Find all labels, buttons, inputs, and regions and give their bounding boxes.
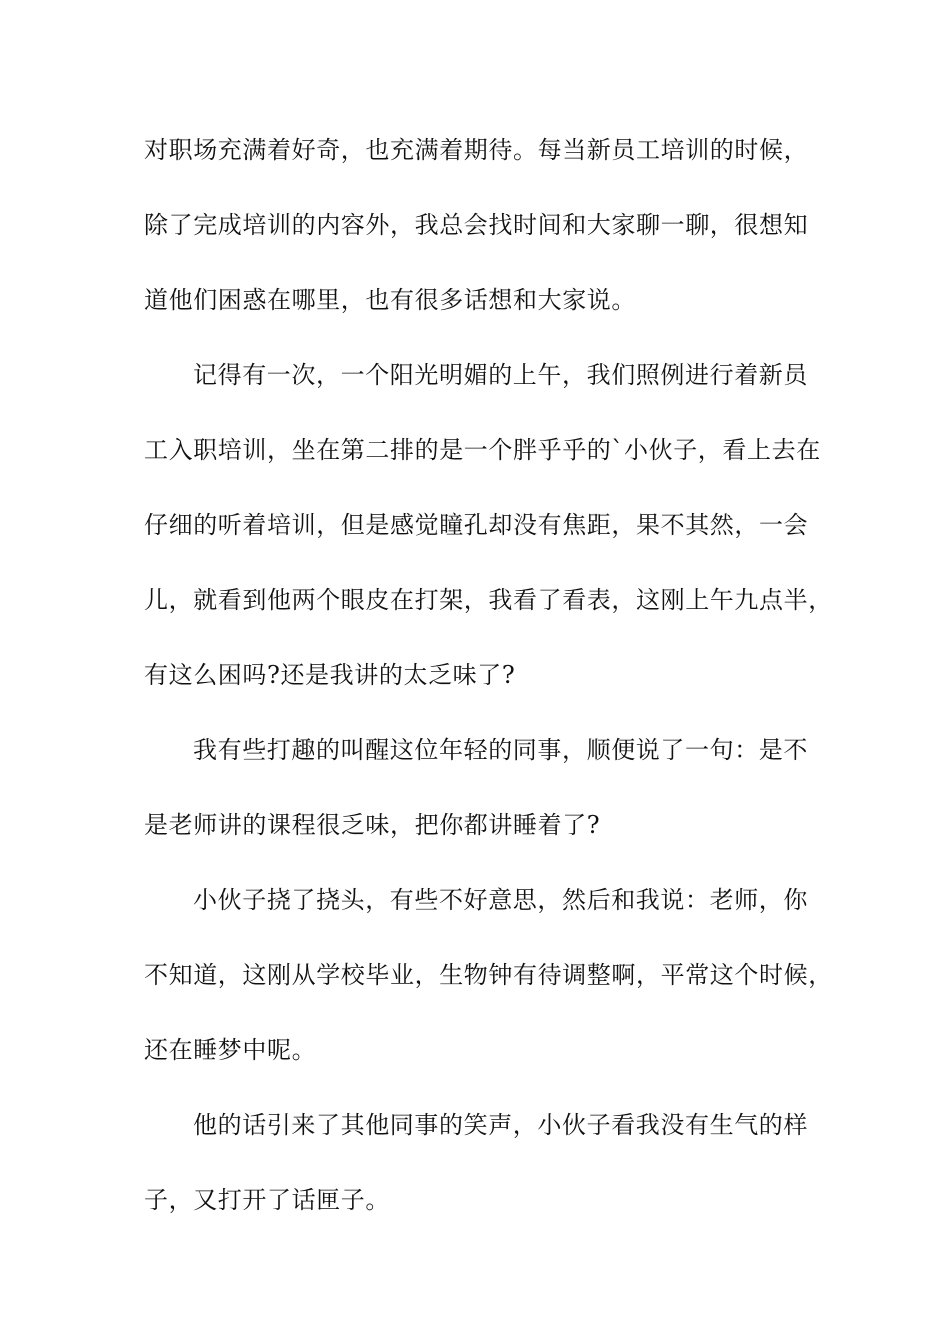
text-line: 除了完成培训的内容外，我总会找时间和大家聊一聊，很想知 — [144, 211, 809, 239]
text-line: 有这么困吗?还是我讲的太乏味了? — [144, 661, 516, 689]
paragraph-first-line: 他的话引来了其他同事的笑声，小伙子看我没有生气的样 — [193, 1111, 808, 1139]
text-line: 子，又打开了话匣子。 — [144, 1186, 390, 1214]
text-line: 道他们困惑在哪里，也有很多话想和大家说。 — [144, 286, 636, 314]
text-line: 对职场充满着好奇，也充满着期待。每当新员工培训的时候， — [144, 136, 809, 164]
text-line: 仔细的听着培训，但是感觉瞳孔却没有焦距，果不其然，一会 — [144, 511, 809, 539]
paragraph-first-line: 我有些打趣的叫醒这位年轻的同事，顺便说了一句：是不 — [193, 736, 808, 764]
text-line: 不知道，这刚从学校毕业，生物钟有待调整啊，平常这个时候， — [144, 961, 833, 989]
paragraph-first-line: 记得有一次，一个阳光明媚的上午，我们照例进行着新员 — [193, 361, 808, 389]
text-line: 工入职培训，坐在第二排的是一个胖乎乎的`小伙子，看上去在 — [144, 436, 821, 464]
text-line: 还在睡梦中呢。 — [144, 1036, 317, 1064]
text-line: 是老师讲的课程很乏味，把你都讲睡着了? — [144, 811, 601, 839]
paragraph-first-line: 小伙子挠了挠头，有些不好意思，然后和我说：老师，你 — [193, 886, 808, 914]
text-line: 儿，就看到他两个眼皮在打架，我看了看表，这刚上午九点半， — [144, 586, 833, 614]
